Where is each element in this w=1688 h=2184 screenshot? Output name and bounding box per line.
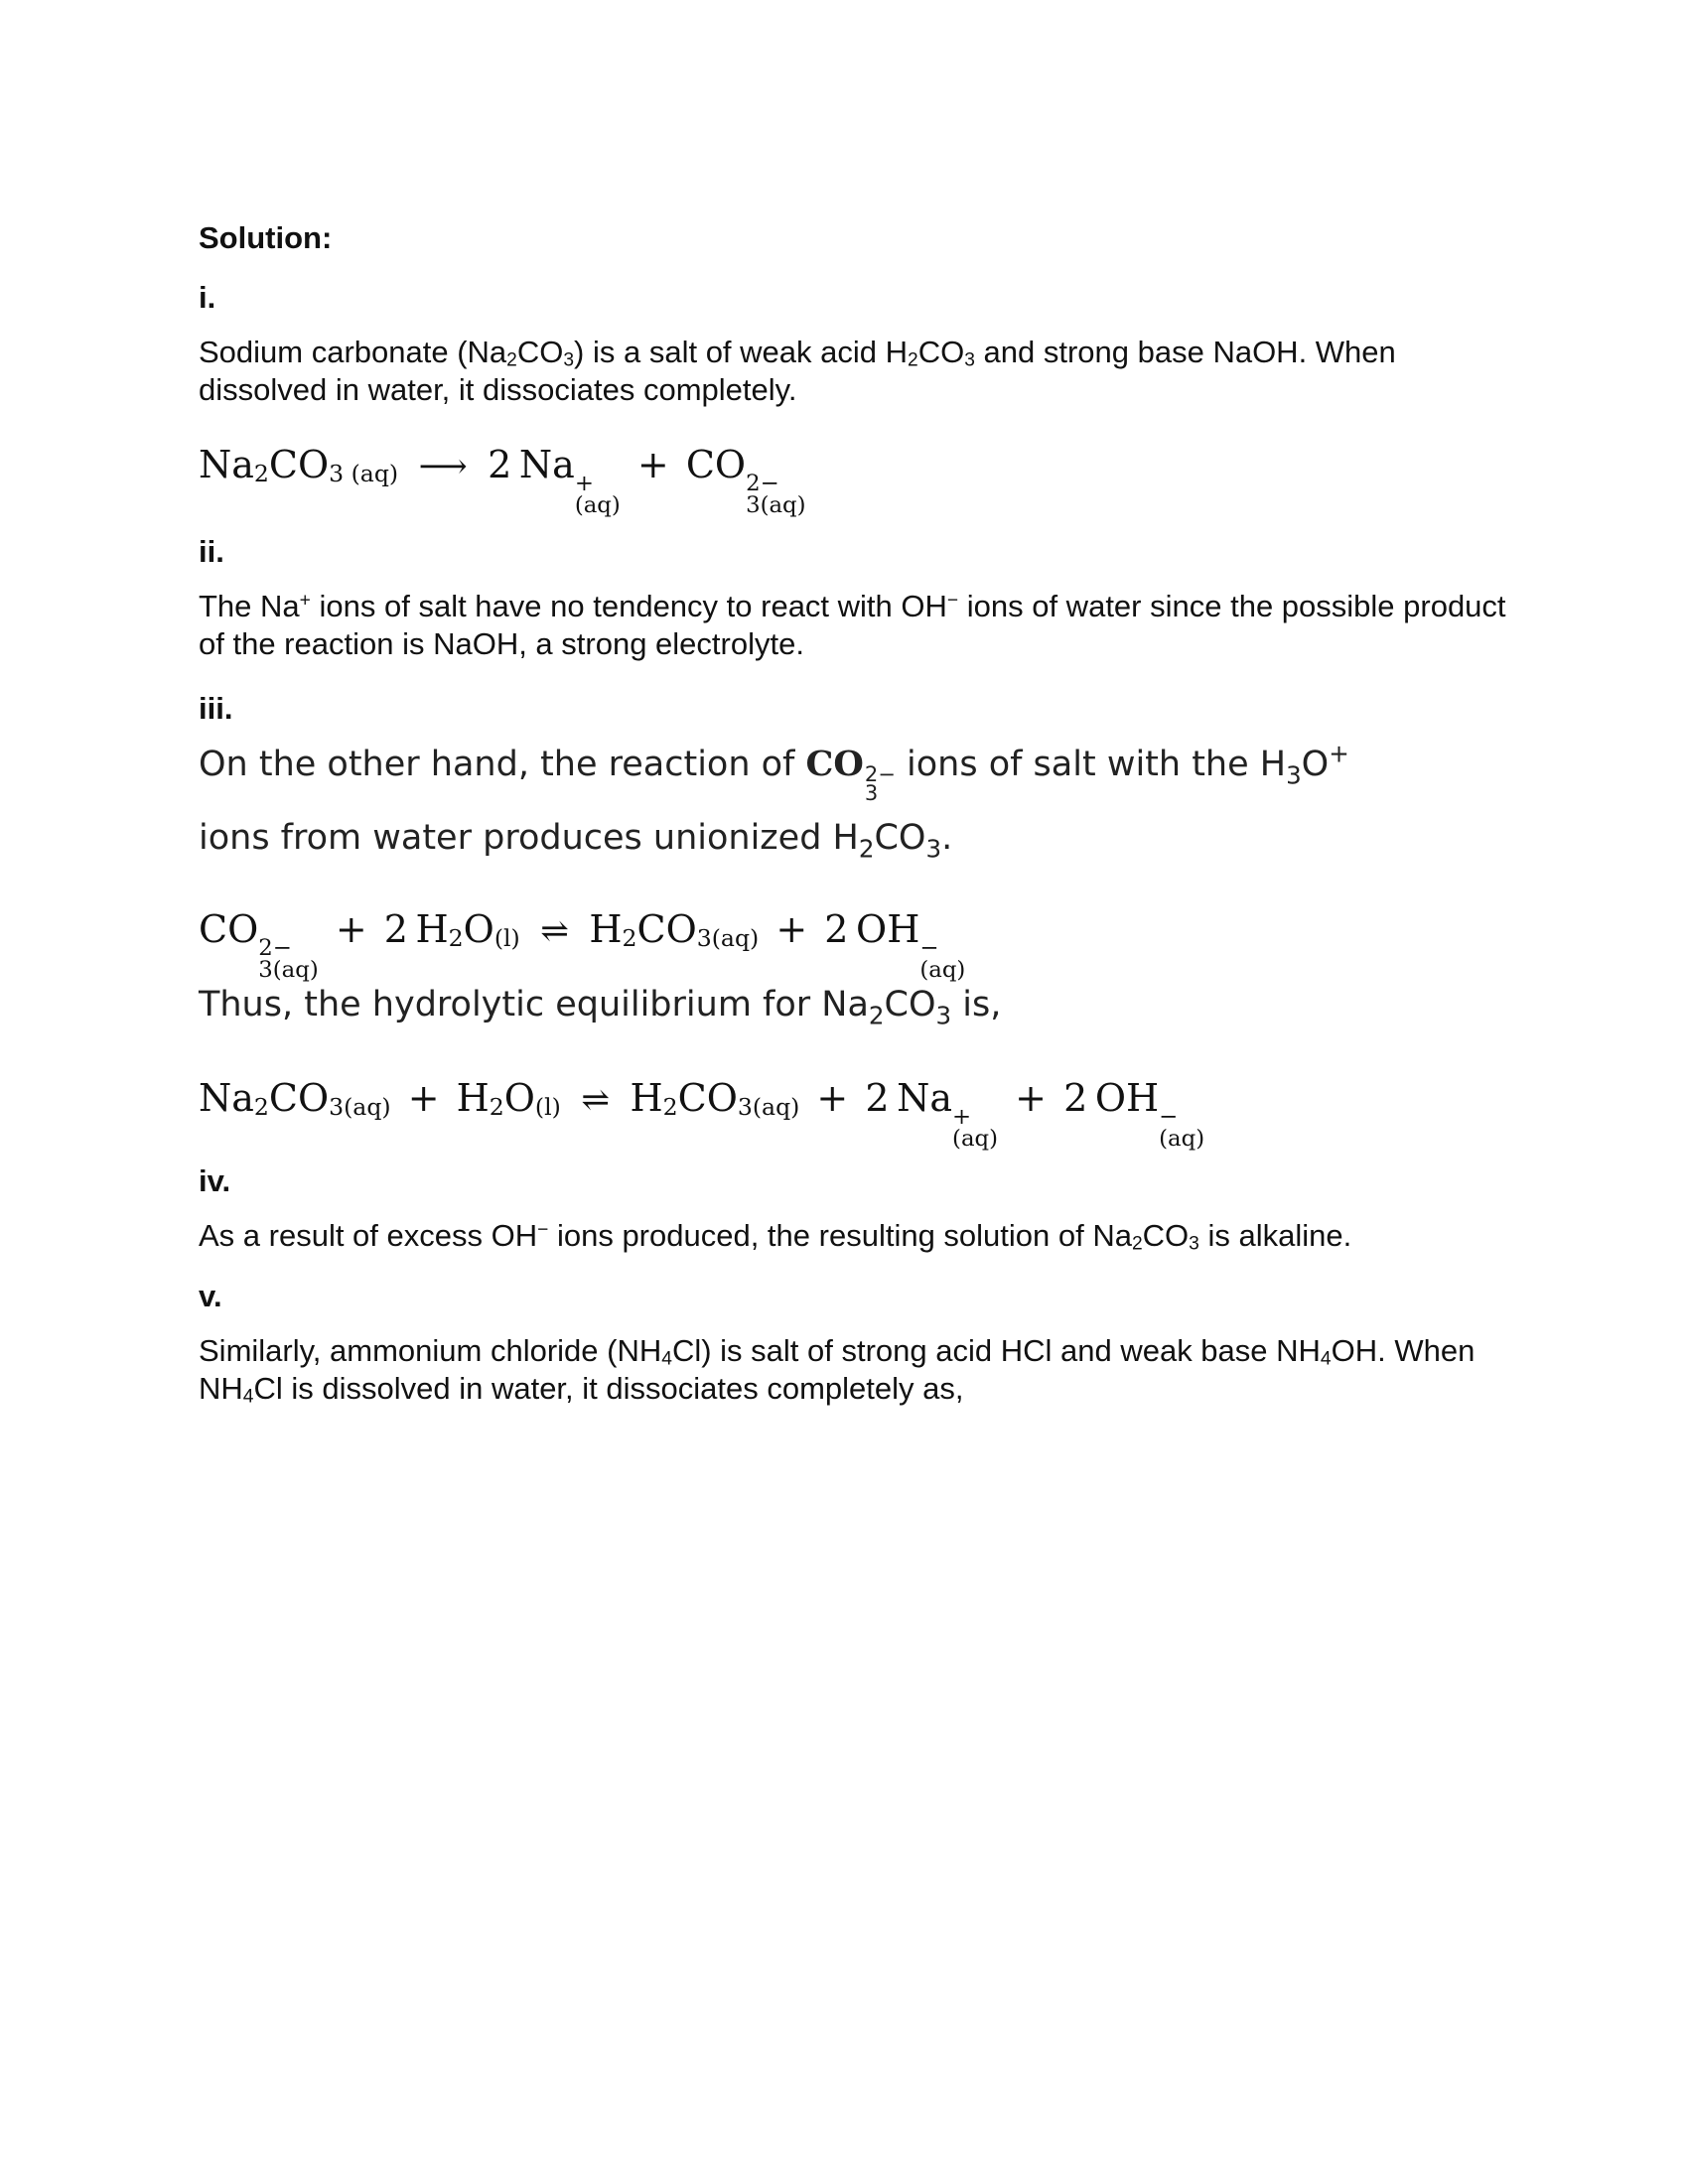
section-label-i: i. [199,280,216,315]
section-label-ii: ii. [199,534,224,569]
section-ii-paragraph: The Na+ ions of salt have no tendency to react with OH− ions of water since the possible product of the reaction is NaOH, a strong electrolyte. [199,589,1506,661]
section-label-iv: iv. [199,1163,231,1198]
section-iv-paragraph: As a result of excess OH− ions produced, the resulting solution of Na2CO3 is alkaline. [199,1218,1352,1255]
section-i-paragraph: Sodium carbonate (Na2CO3) is a salt of weak acid H2CO3 and strong base NaOH. When dissolved in water, it dissociates completely. [199,335,1396,407]
section-v-paragraph: Similarly, ammonium chloride (NH4Cl) is salt of strong acid HCl and weak base NH4OH. When NH4Cl is dissolved in water, it dissociates completely as, [199,1333,1476,1408]
equation-hydrolytic-equilibrium: Na2CO3(aq) + H2O(l) ⇌ H2CO3(aq) + 2 Na + (aq) + 2 OH − (aq) [199,1076,1205,1153]
section-label-v: v. [199,1279,222,1313]
equation-carbonate-hydrolysis: CO 2− 3(aq) + 2 H2O(l) ⇌ H2CO3(aq) + 2 OH − (aq) [199,907,966,984]
equation-dissociation-na2co3: Na2CO3 (aq) ⟶ 2 Na + (aq) + CO 2− 3(aq) [199,443,806,519]
section-iii-line1: On the other hand, the reaction of CO 2− 3 ions of salt with the $H_3O^+$ [199,739,1349,806]
section-iii-line3: Thus, the hydrolytic equilibrium for $Na_2CO_3$ is, [199,985,1002,1030]
solution-heading: Solution: [199,220,333,255]
section-label-iii: iii. [199,691,233,726]
section-iii-line2: ions from water produces unionized $H_2CO_3$. [199,818,953,864]
